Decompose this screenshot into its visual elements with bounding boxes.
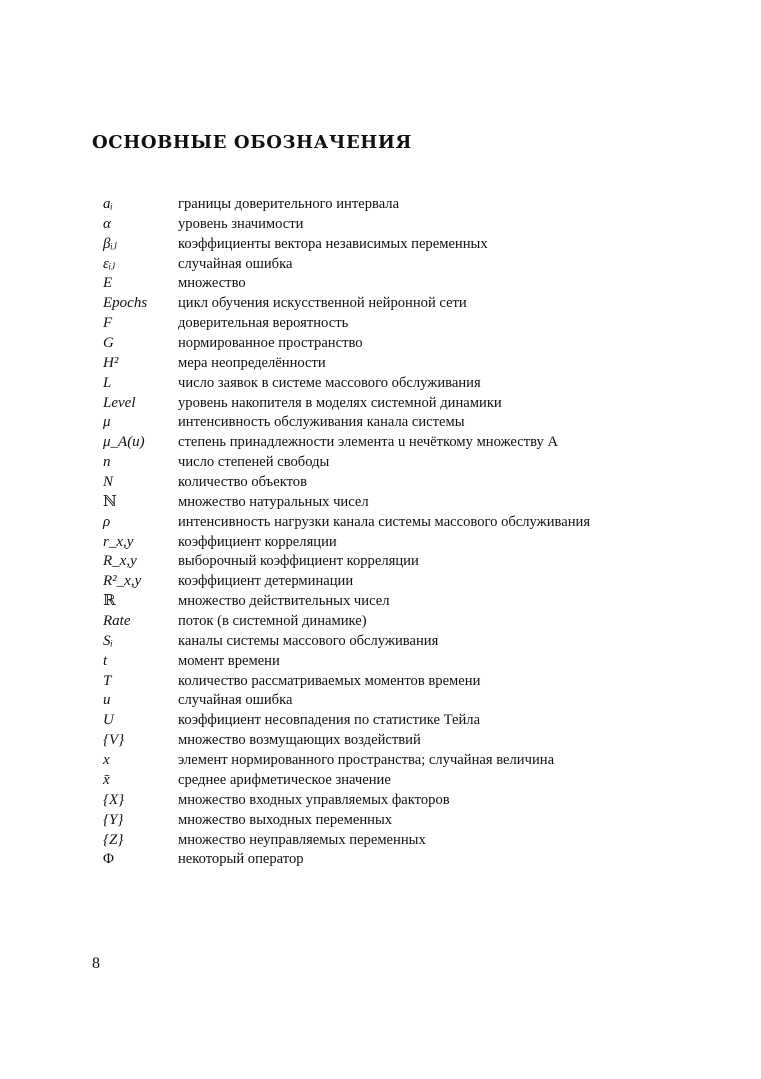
notation-meaning: множество возмущающих воздействий — [178, 732, 421, 749]
notation-meaning: границы доверительного интервала — [178, 196, 400, 212]
notation-meaning: степень принадлежности элемента u нечёткому множеству A — [178, 434, 559, 451]
notation-meaning: множество выходных переменных — [178, 811, 393, 828]
notation-meaning: количество рассматриваемых моментов времени — [178, 672, 481, 689]
notation-row — [103, 294, 733, 314]
notation-meaning: коэффициенты вектора независимых переменных — [178, 235, 488, 252]
notation-symbol: aᵢ — [103, 196, 113, 212]
notation-symbol: n — [103, 454, 111, 471]
notation-meaning: число степеней свободы — [178, 454, 330, 471]
notation-row — [103, 235, 733, 255]
notation-symbol: ρ — [103, 513, 111, 530]
notation-row — [103, 552, 733, 572]
notation-meaning: множество неуправляемых переменных — [178, 831, 426, 848]
notation-symbol: Epochs — [103, 295, 148, 312]
notation-row — [103, 354, 733, 374]
notation-symbol: t — [103, 652, 108, 669]
notation-meaning: коэффициент корреляции — [178, 533, 337, 550]
notation-symbol: Rate — [103, 613, 131, 630]
notation-symbol: G — [103, 335, 114, 352]
notation-row — [103, 274, 733, 294]
notation-row — [103, 195, 733, 215]
notation-row — [103, 413, 733, 433]
notation-meaning: доверительная вероятность — [178, 315, 349, 332]
notation-meaning: множество действительных чисел — [178, 593, 390, 610]
notation-symbol: R_x,y — [103, 553, 137, 570]
notation-row — [103, 533, 733, 553]
notation-row — [103, 394, 733, 414]
notation-symbol: R²_x,y — [103, 573, 142, 590]
notation-meaning: количество объектов — [178, 474, 307, 491]
notation-meaning: уровень значимости — [178, 215, 304, 232]
notation-meaning: коэффициент детерминации — [178, 573, 354, 590]
notation-symbol: r_x,y — [103, 533, 134, 550]
notation-row — [103, 632, 733, 652]
notation-row — [103, 513, 733, 533]
notation-row — [103, 672, 733, 692]
notation-meaning: интенсивность обслуживания канала системы — [178, 414, 465, 431]
notation-row — [103, 314, 733, 334]
notation-symbol: x — [103, 752, 110, 769]
notation-symbol: Sᵢ — [103, 632, 113, 649]
notation-symbol: {Y} — [103, 811, 124, 828]
notation-row — [103, 572, 733, 592]
notation-row — [103, 831, 733, 851]
notation-symbol: {X} — [103, 791, 125, 808]
notation-row — [103, 711, 733, 731]
notation-meaning: интенсивность нагрузки канала системы массового обслуживания — [178, 513, 591, 530]
notation-symbol: L — [103, 374, 112, 391]
notation-meaning: множество — [178, 275, 246, 292]
notation-symbol: μ — [103, 414, 111, 431]
notation-meaning: среднее арифметическое значение — [178, 771, 391, 788]
notation-row — [103, 453, 733, 473]
notation-meaning: мера неопределённости — [178, 354, 326, 371]
notation-symbol: βᵢⱼ — [103, 235, 117, 252]
notation-row — [103, 334, 733, 354]
notation-symbol: Level — [103, 394, 136, 411]
notation-symbol: u — [103, 692, 111, 709]
notation-meaning: случайная ошибка — [178, 255, 293, 272]
notation-list — [103, 195, 733, 870]
notation-meaning: каналы системы массового обслуживания — [178, 632, 439, 649]
notation-meaning: уровень накопителя в моделях системной динамики — [178, 394, 502, 411]
notation-row — [103, 612, 733, 632]
notation-row — [103, 215, 733, 235]
notation-symbol: T — [103, 672, 112, 689]
notation-meaning: элемент нормированного пространства; случайная величина — [178, 752, 555, 769]
notation-symbol: α — [103, 215, 111, 232]
notation-symbol: {V} — [103, 732, 125, 749]
notation-symbol: H² — [103, 354, 119, 371]
notation-symbol: ℝ — [103, 593, 116, 610]
notation-row — [103, 433, 733, 453]
notation-symbol: εᵢⱼ — [103, 255, 116, 272]
notation-symbol: {Z} — [103, 831, 124, 848]
notation-meaning: цикл обучения искусственной нейронной сети — [178, 295, 467, 312]
notation-meaning: случайная ошибка — [178, 692, 293, 709]
notation-row — [103, 691, 733, 711]
notation-meaning: некоторый оператор — [178, 851, 304, 868]
notation-meaning: число заявок в системе массового обслуживания — [178, 374, 481, 391]
notation-symbol: μ_A(u) — [103, 434, 145, 451]
notation-row — [103, 791, 733, 811]
notation-meaning: поток (в системной динамике) — [178, 613, 367, 630]
notation-symbol: ℕ — [103, 493, 117, 510]
notation-row — [103, 473, 733, 493]
notation-row — [103, 592, 733, 612]
notation-row — [103, 493, 733, 513]
notation-symbol: U — [103, 712, 114, 729]
page-title: ОСНОВНЫЕ ОБОЗНАЧЕНИЯ — [92, 132, 412, 153]
notation-row — [103, 751, 733, 771]
notation-row — [103, 255, 733, 275]
notation-meaning: коэффициент несовпадения по статистике Тейла — [178, 712, 481, 729]
notation-meaning: множество входных управляемых факторов — [178, 791, 450, 808]
notation-symbol: E — [103, 275, 113, 292]
notation-row — [103, 811, 733, 831]
notation-symbol: x̄ — [103, 771, 110, 788]
notation-meaning: выборочный коэффициент корреляции — [178, 553, 419, 570]
notation-meaning: множество натуральных чисел — [178, 493, 369, 510]
notation-row — [103, 731, 733, 751]
notation-row — [103, 850, 733, 870]
notation-symbol: F — [103, 315, 113, 332]
page-number: 8 — [92, 955, 100, 972]
notation-row — [103, 652, 733, 672]
notation-symbol: N — [103, 474, 114, 491]
notation-symbol: Φ — [103, 851, 114, 868]
notation-meaning: момент времени — [178, 652, 280, 669]
notation-row — [103, 771, 733, 791]
notation-meaning: нормированное пространство — [178, 335, 363, 352]
notation-row — [103, 374, 733, 394]
